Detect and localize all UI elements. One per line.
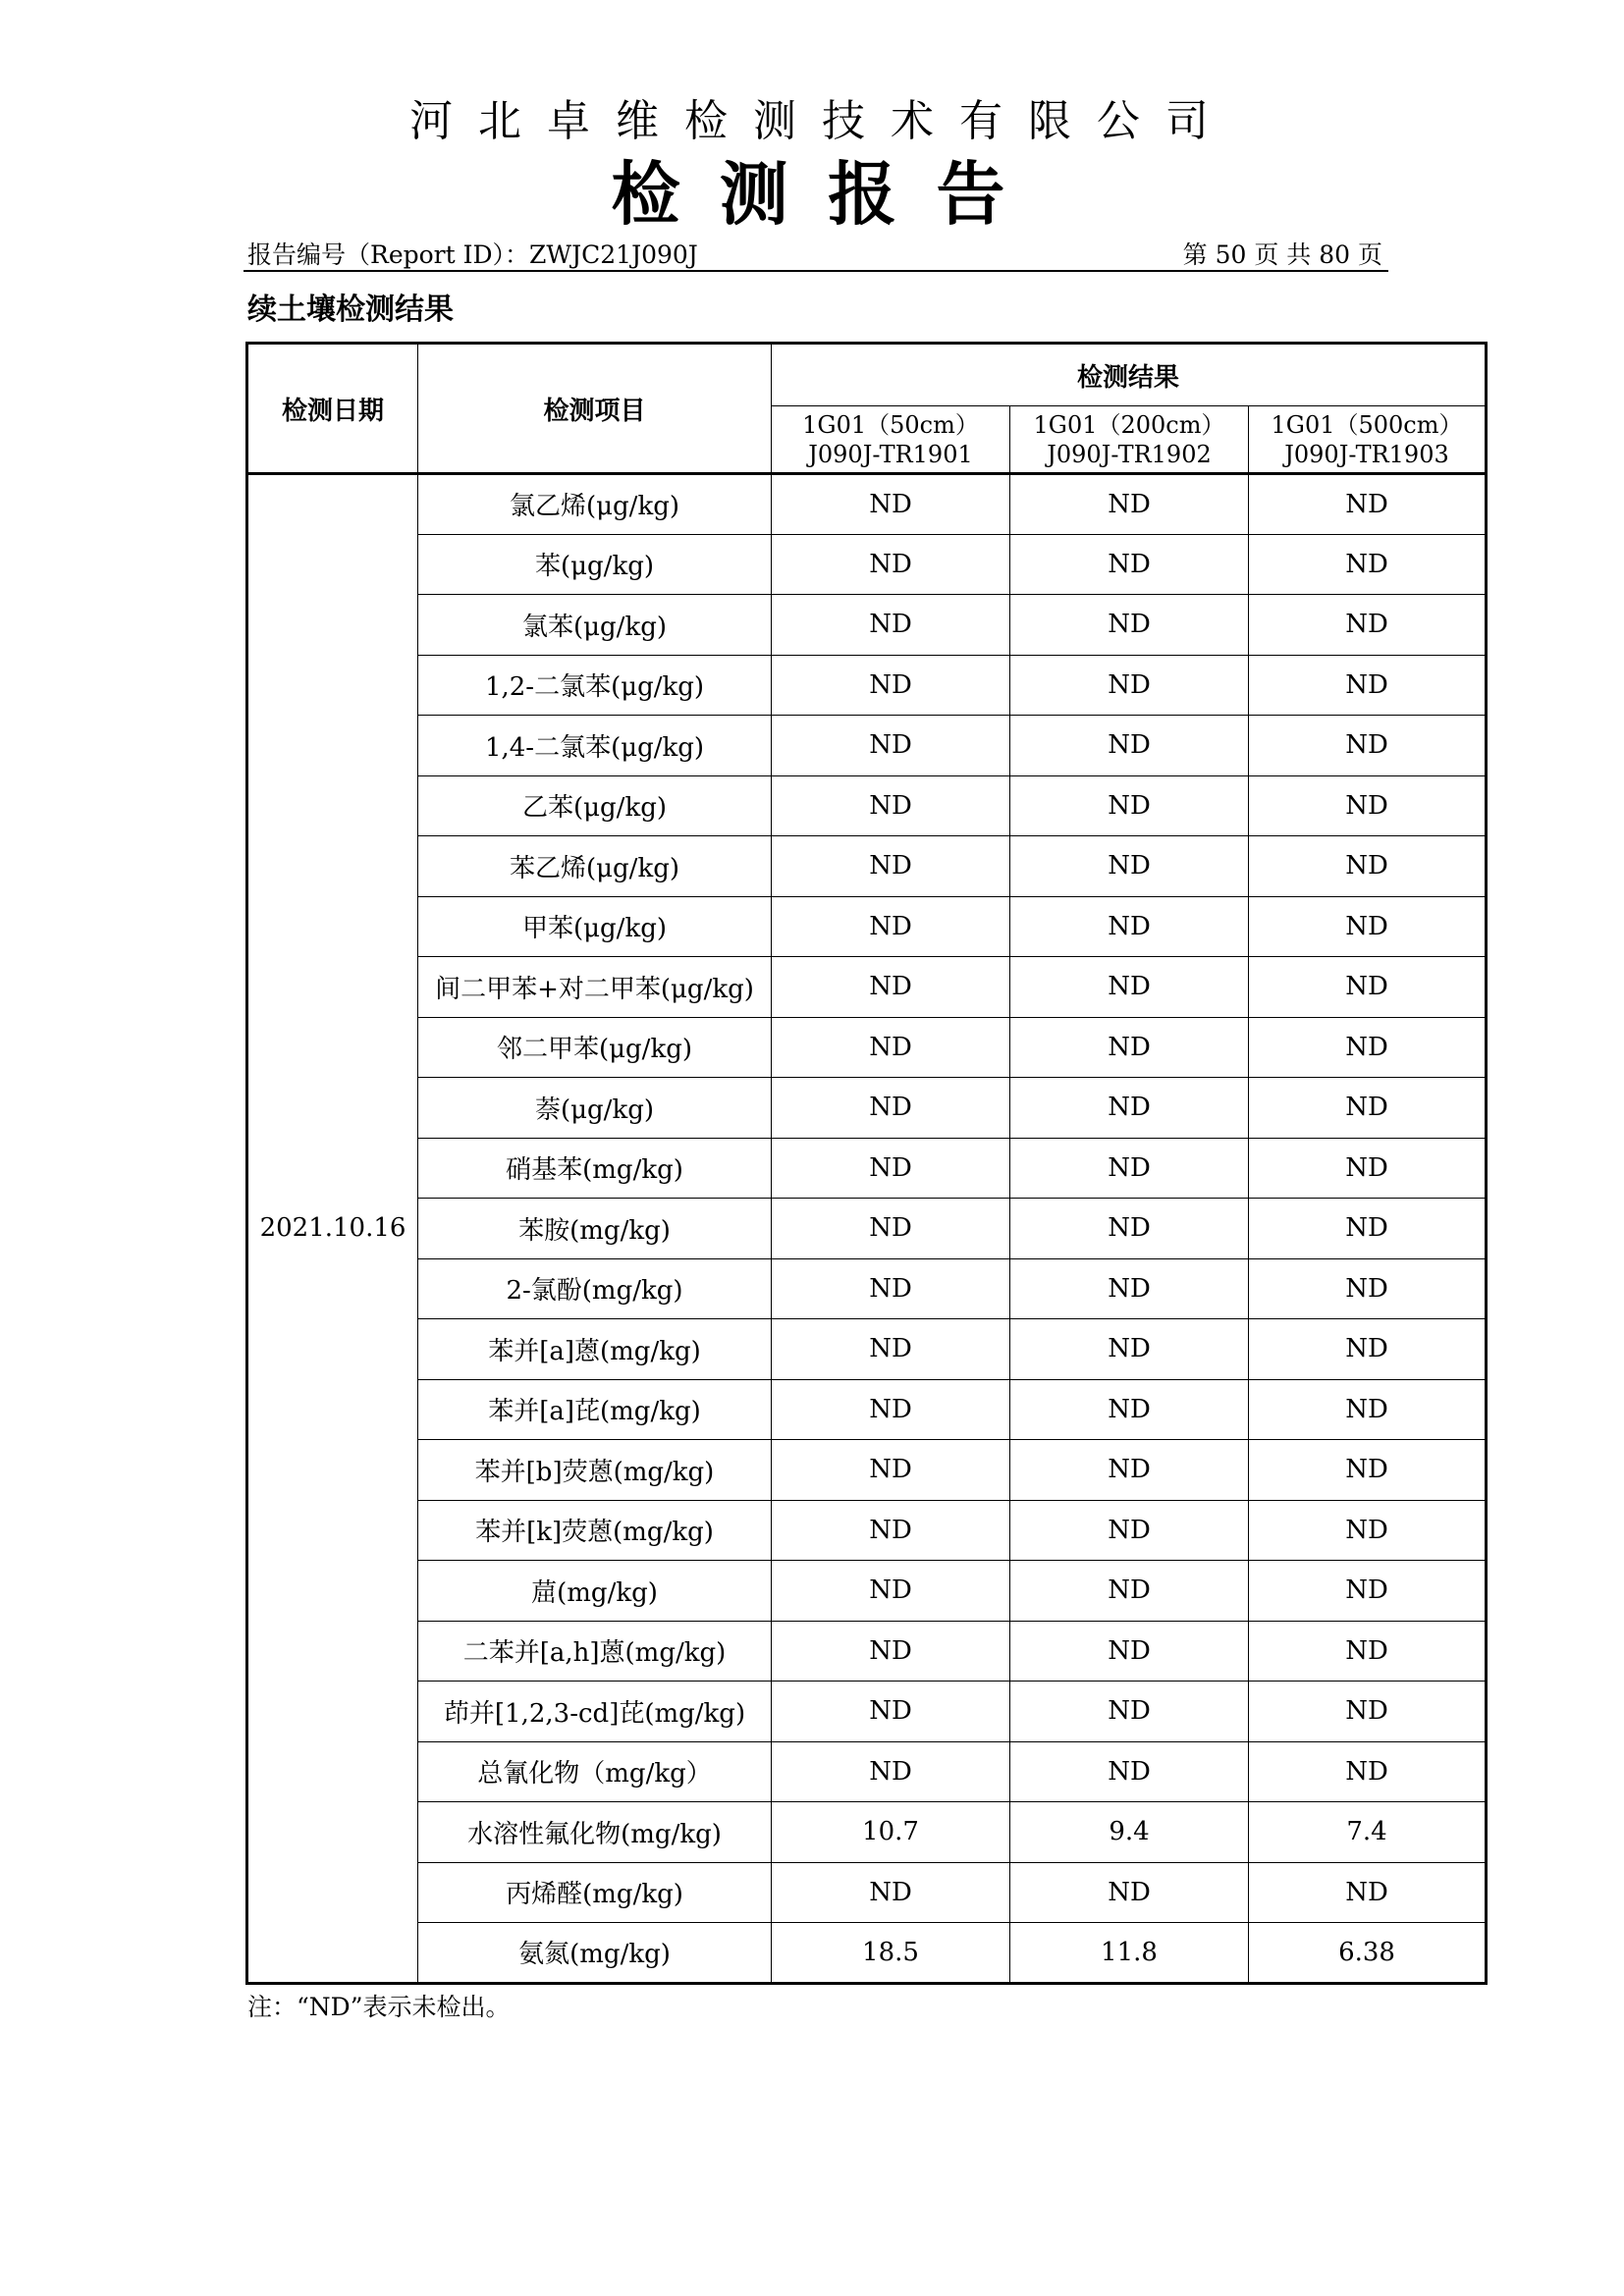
result-cell-sample-1: ND <box>772 474 1010 535</box>
result-cell-sample-1: ND <box>772 1078 1010 1139</box>
result-cell-sample-1: ND <box>772 1138 1010 1199</box>
result-cell-sample-1: ND <box>772 1379 1010 1440</box>
table-row <box>247 716 1487 776</box>
result-cell-sample-2: ND <box>1010 716 1249 776</box>
sample-2-id: J090J-TR1902 <box>1047 440 1212 468</box>
result-cell-sample-2: ND <box>1010 1319 1249 1380</box>
test-item-cell: 2-氯酚(mg/kg) <box>418 1258 772 1319</box>
result-cell-sample-1: ND <box>772 1561 1010 1622</box>
result-cell-sample-2: ND <box>1010 1561 1249 1622</box>
result-cell-sample-3: ND <box>1249 1682 1487 1742</box>
table-row <box>247 655 1487 716</box>
result-cell-sample-1: ND <box>772 836 1010 897</box>
table-row <box>247 1500 1487 1561</box>
result-cell-sample-3: ND <box>1249 1199 1487 1259</box>
header-test-date: 检测日期 <box>247 344 418 474</box>
table-row <box>247 775 1487 836</box>
result-cell-sample-3: ND <box>1249 655 1487 716</box>
test-item-cell: 苯并[k]荧蒽(mg/kg) <box>418 1500 772 1561</box>
result-cell-sample-3: ND <box>1249 1258 1487 1319</box>
test-item-cell: 苯胺(mg/kg) <box>418 1199 772 1259</box>
test-item-cell: 苯乙烯(μg/kg) <box>418 836 772 897</box>
table-row <box>247 1138 1487 1199</box>
test-date-cell: 2021.10.16 <box>247 474 418 1984</box>
table-header-row <box>247 344 1487 406</box>
result-cell-sample-2: ND <box>1010 595 1249 656</box>
result-cell-sample-3: ND <box>1249 1862 1487 1923</box>
result-cell-sample-2: ND <box>1010 957 1249 1018</box>
result-cell-sample-2: ND <box>1010 1017 1249 1078</box>
result-cell-sample-3: ND <box>1249 896 1487 957</box>
result-cell-sample-3: ND <box>1249 595 1487 656</box>
sample-header-2 <box>1010 406 1249 474</box>
result-cell-sample-1: ND <box>772 1319 1010 1380</box>
result-cell-sample-2: ND <box>1010 474 1249 535</box>
result-cell-sample-2: ND <box>1010 1078 1249 1139</box>
sample-3-location: 1G01（500cm） <box>1271 410 1463 439</box>
test-item-cell: 氨氮(mg/kg) <box>418 1923 772 1984</box>
test-item-cell: 二苯并[a,h]蒽(mg/kg) <box>418 1621 772 1682</box>
table-row <box>247 1379 1487 1440</box>
result-cell-sample-1: ND <box>772 595 1010 656</box>
table-row <box>247 1319 1487 1380</box>
result-table-body <box>247 474 1487 1984</box>
table-row <box>247 595 1487 656</box>
table-row <box>247 1923 1487 1984</box>
test-item-cell: 苯并[a]蒽(mg/kg) <box>418 1319 772 1380</box>
result-cell-sample-2: 9.4 <box>1010 1802 1249 1863</box>
report-id: 报告编号（Report ID）：ZWJC21J090J <box>247 240 698 269</box>
sample-2-location: 1G01（200cm） <box>1033 410 1225 439</box>
result-cell-sample-1: ND <box>772 1440 1010 1501</box>
result-cell-sample-2: ND <box>1010 1199 1249 1259</box>
test-item-cell: 硝基苯(mg/kg) <box>418 1138 772 1199</box>
table-row <box>247 1078 1487 1139</box>
result-cell-sample-2: 11.8 <box>1010 1923 1249 1984</box>
result-cell-sample-3: ND <box>1249 1440 1487 1501</box>
result-cell-sample-3: ND <box>1249 1561 1487 1622</box>
result-cell-sample-1: ND <box>772 896 1010 957</box>
footnote: 注：“ND”表示未检出。 <box>247 1993 511 2021</box>
result-cell-sample-3: ND <box>1249 716 1487 776</box>
sample-3-id: J090J-TR1903 <box>1284 440 1449 468</box>
table-row <box>247 1199 1487 1259</box>
test-item-cell: 甲苯(μg/kg) <box>418 896 772 957</box>
result-cell-sample-1: ND <box>772 655 1010 716</box>
result-cell-sample-3: ND <box>1249 1741 1487 1802</box>
result-cell-sample-1: ND <box>772 1862 1010 1923</box>
result-cell-sample-1: ND <box>772 1017 1010 1078</box>
table-row <box>247 957 1487 1018</box>
table-row <box>247 474 1487 535</box>
table-row <box>247 896 1487 957</box>
result-cell-sample-2: ND <box>1010 896 1249 957</box>
result-cell-sample-3: ND <box>1249 534 1487 595</box>
result-cell-sample-2: ND <box>1010 1258 1249 1319</box>
result-cell-sample-3: ND <box>1249 1621 1487 1682</box>
document-title: 检 测 报 告 <box>611 153 1013 235</box>
result-cell-sample-3: 6.38 <box>1249 1923 1487 1984</box>
result-cell-sample-2: ND <box>1010 1682 1249 1742</box>
test-item-cell: 䓛(mg/kg) <box>418 1561 772 1622</box>
sample-header-1 <box>772 406 1010 474</box>
test-item-cell: 萘(μg/kg) <box>418 1078 772 1139</box>
section-title: 续土壤检测结果 <box>247 293 454 327</box>
sample-1-id: J090J-TR1901 <box>808 440 973 468</box>
test-item-cell: 总氰化物（mg/kg） <box>418 1741 772 1802</box>
result-cell-sample-3: ND <box>1249 836 1487 897</box>
table-row <box>247 1862 1487 1923</box>
result-cell-sample-3: ND <box>1249 474 1487 535</box>
result-cell-sample-1: ND <box>772 957 1010 1018</box>
result-cell-sample-1: ND <box>772 1258 1010 1319</box>
test-item-cell: 乙苯(μg/kg) <box>418 775 772 836</box>
result-cell-sample-1: 18.5 <box>772 1923 1010 1984</box>
table-row <box>247 1017 1487 1078</box>
result-cell-sample-3: ND <box>1249 1078 1487 1139</box>
result-cell-sample-2: ND <box>1010 534 1249 595</box>
result-cell-sample-1: ND <box>772 534 1010 595</box>
table-row <box>247 534 1487 595</box>
test-item-cell: 1,4-二氯苯(μg/kg) <box>418 716 772 776</box>
table-row <box>247 1682 1487 1742</box>
result-cell-sample-2: ND <box>1010 1741 1249 1802</box>
test-item-cell: 邻二甲苯(μg/kg) <box>418 1017 772 1078</box>
test-item-cell: 1,2-二氯苯(μg/kg) <box>418 655 772 716</box>
result-cell-sample-3: ND <box>1249 1017 1487 1078</box>
result-cell-sample-3: ND <box>1249 1379 1487 1440</box>
result-cell-sample-3: ND <box>1249 1500 1487 1561</box>
result-cell-sample-3: ND <box>1249 957 1487 1018</box>
test-item-cell: 苯并[b]荧蒽(mg/kg) <box>418 1440 772 1501</box>
report-id-line <box>244 236 1388 272</box>
result-cell-sample-2: ND <box>1010 1862 1249 1923</box>
test-item-cell: 氯乙烯(μg/kg) <box>418 474 772 535</box>
result-table <box>245 342 1488 1985</box>
test-item-cell: 水溶性氟化物(mg/kg) <box>418 1802 772 1863</box>
table-row <box>247 1561 1487 1622</box>
result-cell-sample-2: ND <box>1010 1138 1249 1199</box>
test-item-cell: 丙烯醛(mg/kg) <box>418 1862 772 1923</box>
result-cell-sample-1: ND <box>772 1199 1010 1259</box>
header-test-results: 检测结果 <box>772 344 1487 406</box>
result-cell-sample-3: ND <box>1249 1319 1487 1380</box>
result-cell-sample-2: ND <box>1010 1621 1249 1682</box>
company-name: 河 北 卓 维 检 测 技 术 有 限 公 司 <box>409 96 1215 146</box>
result-cell-sample-1: ND <box>772 775 1010 836</box>
result-cell-sample-1: ND <box>772 1682 1010 1742</box>
result-cell-sample-1: ND <box>772 1621 1010 1682</box>
table-row <box>247 836 1487 897</box>
result-cell-sample-2: ND <box>1010 1440 1249 1501</box>
result-cell-sample-2: ND <box>1010 1379 1249 1440</box>
test-item-cell: 茚并[1,2,3-cd]芘(mg/kg) <box>418 1682 772 1742</box>
table-row <box>247 1802 1487 1863</box>
sample-1-location: 1G01（50cm） <box>802 410 979 439</box>
table-row <box>247 1440 1487 1501</box>
result-cell-sample-1: ND <box>772 716 1010 776</box>
result-cell-sample-1: ND <box>772 1741 1010 1802</box>
test-item-cell: 苯并[a]芘(mg/kg) <box>418 1379 772 1440</box>
table-row <box>247 1741 1487 1802</box>
result-cell-sample-3: 7.4 <box>1249 1802 1487 1863</box>
test-item-cell: 苯(μg/kg) <box>418 534 772 595</box>
table-row <box>247 1621 1487 1682</box>
header-test-item: 检测项目 <box>418 344 772 474</box>
page-number: 第 50 页 共 80 页 <box>1182 240 1382 269</box>
result-cell-sample-1: ND <box>772 1500 1010 1561</box>
result-cell-sample-2: ND <box>1010 775 1249 836</box>
test-item-cell: 氯苯(μg/kg) <box>418 595 772 656</box>
test-item-cell: 间二甲苯+对二甲苯(μg/kg) <box>418 957 772 1018</box>
result-cell-sample-2: ND <box>1010 836 1249 897</box>
result-cell-sample-3: ND <box>1249 1138 1487 1199</box>
result-cell-sample-2: ND <box>1010 655 1249 716</box>
result-cell-sample-2: ND <box>1010 1500 1249 1561</box>
result-cell-sample-1: 10.7 <box>772 1802 1010 1863</box>
result-cell-sample-3: ND <box>1249 775 1487 836</box>
table-row <box>247 1258 1487 1319</box>
sample-header-3 <box>1249 406 1487 474</box>
